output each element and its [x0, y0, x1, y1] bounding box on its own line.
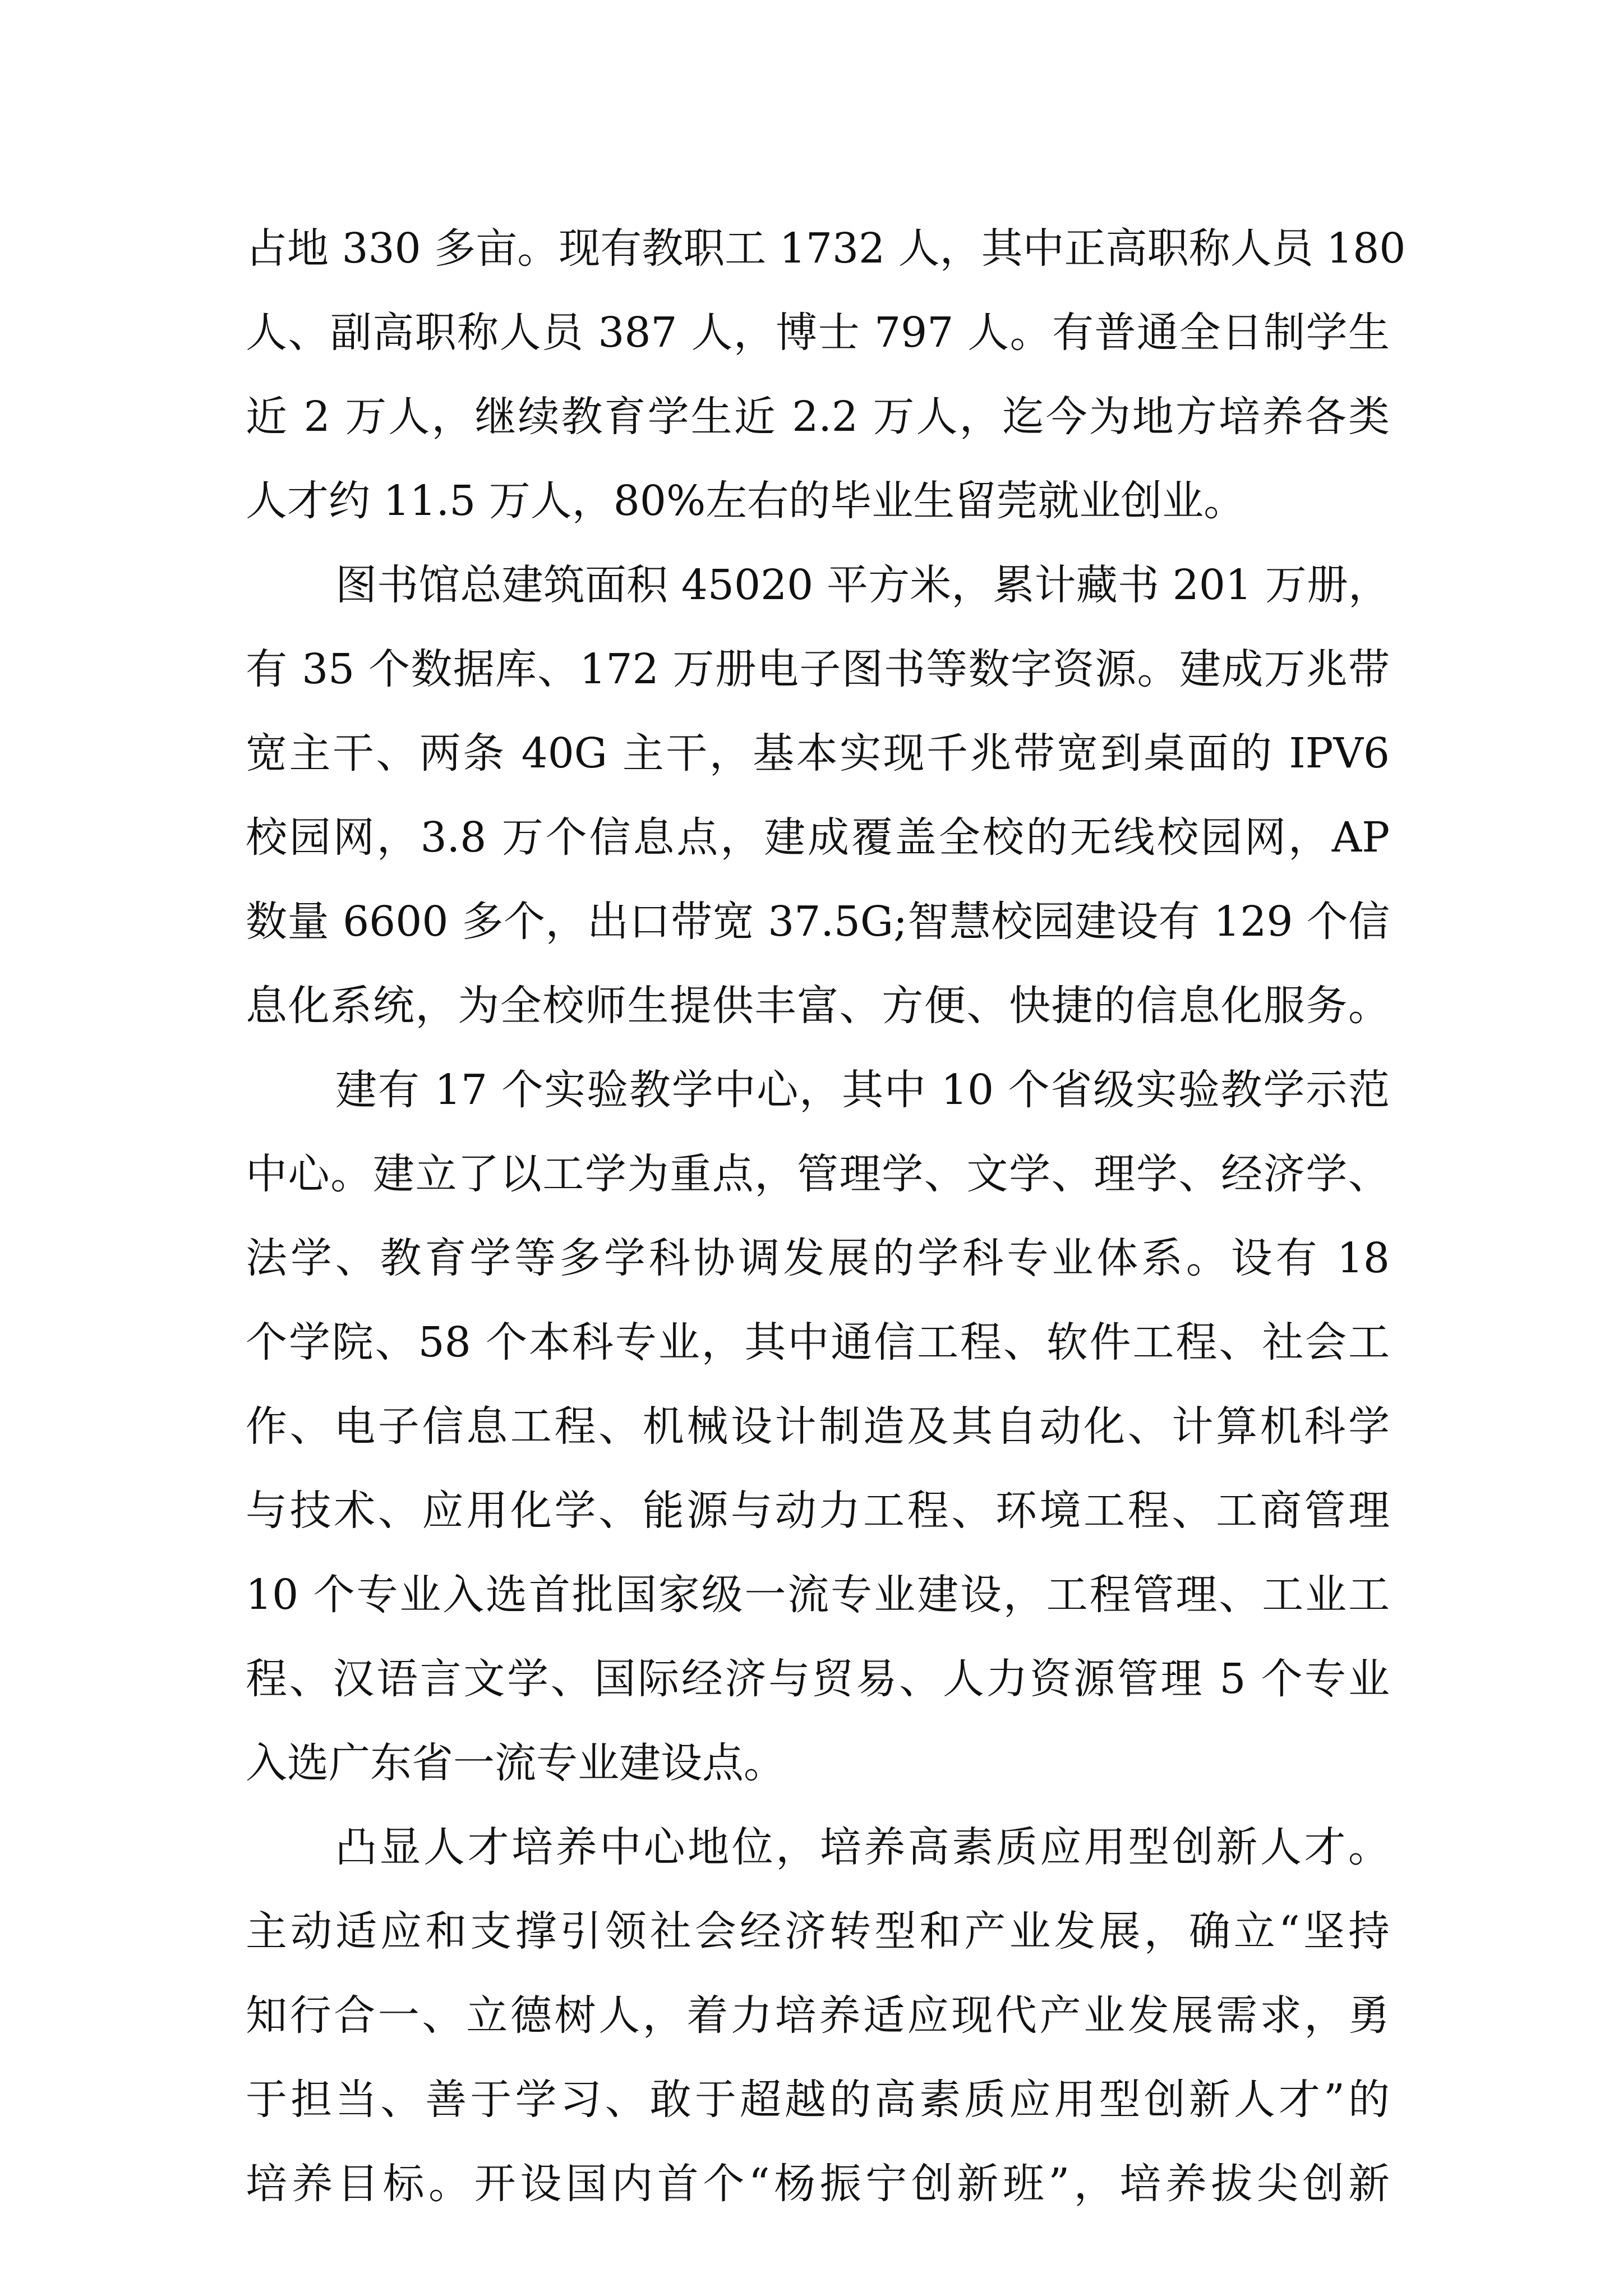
text-line: 数量 6600 多个，出口带宽 37.5G;智慧校园建设有 129 个信: [246, 898, 1390, 946]
text-line: 知行合一、立德树人，着力培养适应现代产业发展需求，勇: [246, 1991, 1390, 2040]
text-line: 息化系统，为全校师生提供丰富、方便、快捷的信息化服务。: [246, 982, 1390, 1030]
text-line: 校园网，3.8 万个信息点，建成覆盖全校的无线校园网，AP: [246, 813, 1390, 862]
text-line: 人、副高职称人员 387 人，博士 797 人。有普通全日制学生: [246, 309, 1390, 357]
text-line: 主动适应和支撑引领社会经济转型和产业发展，确立“坚持: [246, 1907, 1390, 1955]
text-line: 于担当、善于学习、敢于超越的高素质应用型创新人才”的: [246, 2076, 1390, 2124]
paragraph-first-line: 建有 17 个实验教学中心，其中 10 个省级实验教学示范: [335, 1066, 1390, 1114]
paragraph-first-line: 图书馆总建筑面积 45020 平方米，累计藏书 201 万册，: [335, 561, 1390, 609]
text-line: 10 个专业入选首批国家级一流专业建设，工程管理、工业工: [246, 1571, 1390, 1619]
text-line: 宽主干、两条 40G 主干，基本实现千兆带宽到桌面的 IPV6: [246, 729, 1390, 777]
text-line: 个学院、58 个本科专业，其中通信工程、软件工程、社会工: [246, 1318, 1390, 1366]
text-line: 有 35 个数据库、172 万册电子图书等数字资源。建成万兆带: [246, 645, 1390, 693]
text-line: 与技术、应用化学、能源与动力工程、环境工程、工商管理: [246, 1487, 1390, 1535]
text-line: 人才约 11.5 万人，80%左右的毕业生留莞就业创业。: [246, 477, 1246, 525]
text-line: 培养目标。开设国内首个“杨振宁创新班”，培养拔尖创新: [246, 2160, 1390, 2208]
text-line: 近 2 万人，继续教育学生近 2.2 万人，迄今为地方培养各类: [246, 393, 1390, 441]
text-line: 占地 330 多亩。现有教职工 1732 人，其中正高职称人员 180: [246, 224, 1406, 273]
text-line: 中心。建立了以工学为重点，管理学、文学、理学、经济学、: [246, 1150, 1390, 1198]
body-text: [246, 206, 1406, 2226]
paragraph-first-line: 凸显人才培养中心地位，培养高素质应用型创新人才。: [335, 1823, 1390, 1871]
text-line: 入选广东省一流专业建设点。: [246, 1739, 785, 1787]
text-line: 程、汉语言文学、国际经济与贸易、人力资源管理 5 个专业: [246, 1655, 1390, 1703]
text-line: 法学、教育学等多学科协调发展的学科专业体系。设有 18: [246, 1234, 1390, 1282]
text-line: 作、电子信息工程、机械设计制造及其自动化、计算机科学: [246, 1402, 1390, 1451]
